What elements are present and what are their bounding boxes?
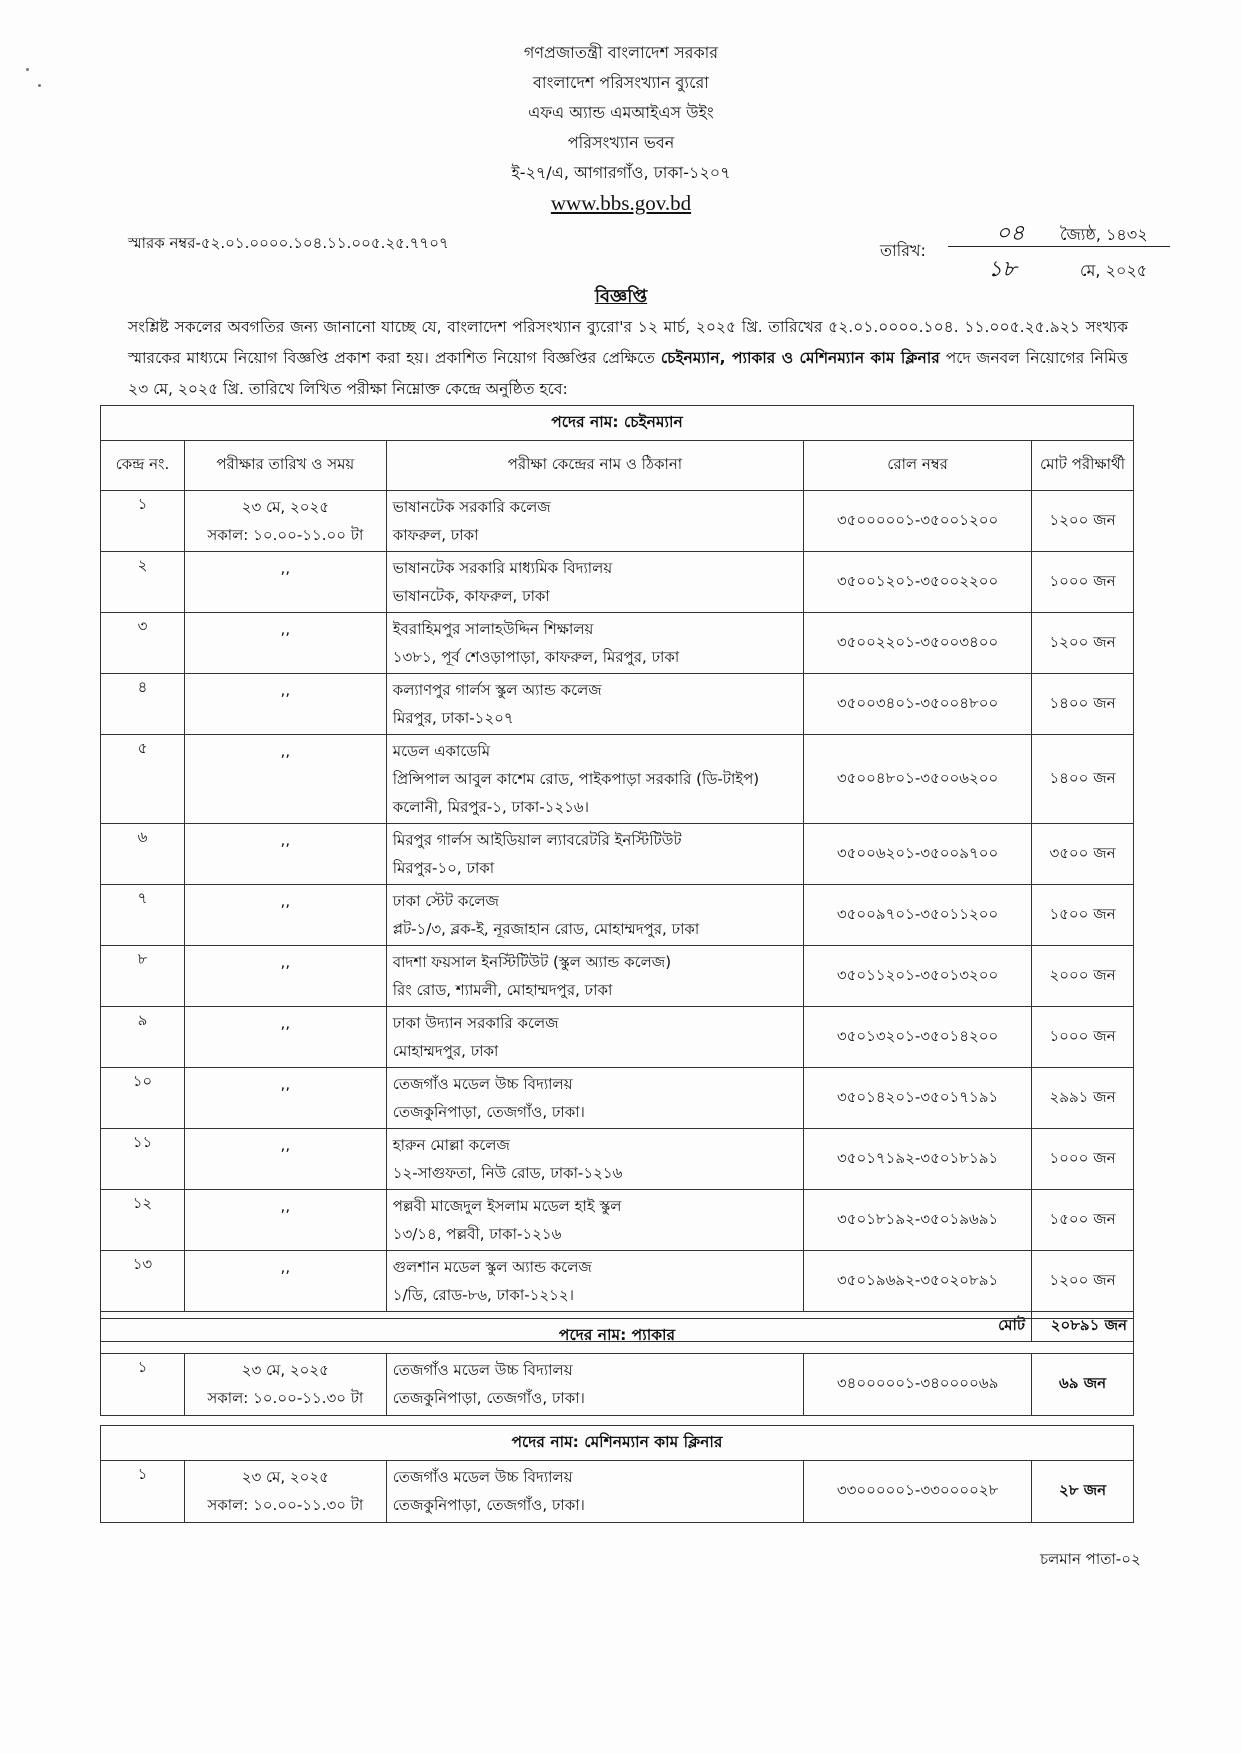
- center-no: ১০: [101, 1068, 185, 1129]
- center-name: তেজগাঁও মডেল উচ্চ বিদ্যালয়: [392, 1361, 573, 1379]
- center-name: ভাষানটেক সরকারি কলেজ: [392, 498, 551, 516]
- roll-range: ৩৪০০০০০১-৩৪০০০০৬৯: [804, 1354, 1032, 1416]
- table-row: [101, 1068, 1134, 1129]
- machineman-table: [100, 1425, 1134, 1523]
- roll-range: ৩৫০১৭১৯২-৩৫০১৮১৯১: [804, 1129, 1032, 1190]
- header-government: গণপ্রজাতন্ত্রী বাংলাদেশ সরকার: [523, 43, 719, 62]
- center-name: পল্লবী মাজেদুল ইসলাম মডেল হাই স্কুল: [392, 1197, 622, 1215]
- candidate-total: ১২০০ জন: [1032, 613, 1134, 674]
- table-row: [101, 552, 1134, 613]
- table-row: [101, 1129, 1134, 1190]
- exam-date: ২৩ মে, ২০২৫: [241, 498, 329, 516]
- header-exam-date: পরীক্ষার তারিখ ও সময়: [184, 441, 386, 491]
- center-name: গুলশান মডেল স্কুল অ্যান্ড কলেজ: [392, 1258, 592, 1276]
- roll-range: ৩৫০০৯৭০১-৩৫০১১২০০: [804, 885, 1032, 946]
- table-row: [101, 1461, 1134, 1523]
- chainman-total-label: মোট: [101, 1312, 1032, 1342]
- exam-date: ,,: [280, 953, 291, 971]
- exam-date: ,,: [280, 1014, 291, 1032]
- center-address: ১৩/১৪, পল্লবী, ঢাকা-১২১৬: [392, 1225, 562, 1243]
- center-address: তেজকুনিপাড়া, তেজগাঁও, ঢাকা।: [392, 1389, 585, 1407]
- center-address: তেজকুনিপাড়া, তেজগাঁও, ঢাকা।: [392, 1496, 585, 1514]
- machineman-post-title: পদের নাম: মেশিনম্যান কাম ক্লিনার: [101, 1426, 1134, 1461]
- center-name-address: [386, 885, 803, 946]
- scan-speck: [38, 84, 41, 87]
- candidate-total: ২৮ জন: [1032, 1461, 1134, 1523]
- roll-range: ৩৫০১১২০১-৩৫০১৩২০০: [804, 946, 1032, 1007]
- date-english-day: ১৮: [988, 257, 1017, 282]
- date-english-month: মে, ২০২৫: [1080, 261, 1148, 280]
- center-no: ২: [101, 552, 185, 613]
- exam-date: ,,: [280, 681, 291, 699]
- table-row: [101, 1190, 1134, 1251]
- center-address: তেজকুনিপাড়া, তেজগাঁও, ঢাকা।: [392, 1103, 585, 1121]
- center-address: ১২-সাগুফতা, নিউ রোড, ঢাকা-১২১৬: [392, 1164, 623, 1182]
- exam-datetime: [184, 613, 386, 674]
- roll-range: ৩৫০১৮১৯২-৩৫০১৯৬৯১: [804, 1190, 1032, 1251]
- candidate-total: ১৫০০ জন: [1032, 1190, 1134, 1251]
- roll-range: ৩৫০০৪৮০১-৩৫০০৬২০০: [804, 735, 1032, 824]
- candidate-total: ১৫০০ জন: [1032, 885, 1134, 946]
- header-bureau: বাংলাদেশ পরিসংখ্যান ব্যুরো: [533, 73, 709, 92]
- scan-speck: [26, 68, 29, 71]
- exam-datetime: [184, 1129, 386, 1190]
- center-no: ১২: [101, 1190, 185, 1251]
- center-no: ৭: [101, 885, 185, 946]
- center-name-address: [386, 735, 803, 824]
- continued-page-note: চলমান পাতা-০২: [1040, 1550, 1141, 1568]
- date-bangla: [948, 216, 1170, 247]
- exam-date: ,,: [280, 1258, 291, 1276]
- center-name-address: [386, 1190, 803, 1251]
- roll-range: ৩৫০১৩২০১-৩৫০১৪২০০: [804, 1007, 1032, 1068]
- roll-range: ৩৫০১৯৬৯২-৩৫০২০৮৯১: [804, 1251, 1032, 1312]
- candidate-total: ১০০০ জন: [1032, 1129, 1134, 1190]
- exam-datetime: [184, 552, 386, 613]
- center-name: মিরপুর গার্লস আইডিয়াল ল্যাবরেটরি ইনস্টিটিউট: [392, 831, 682, 849]
- center-name-address: [386, 491, 803, 552]
- roll-range: ৩৫০১৪২০১-৩৫০১৭১৯১: [804, 1068, 1032, 1129]
- center-address: মোহাম্মদপুর, ঢাকা: [392, 1042, 499, 1060]
- table-row: [101, 946, 1134, 1007]
- exam-time: সকাল: ১০.০০-১১.৩০ টা: [207, 1496, 364, 1514]
- candidate-total: ১৪০০ জন: [1032, 735, 1134, 824]
- center-address: ভাষানটেক, কাফরুল, ঢাকা: [392, 587, 550, 605]
- date-english: [948, 252, 1170, 282]
- header-roll: রোল নম্বর: [804, 441, 1032, 491]
- exam-date: ২৩ মে, ২০২৫: [241, 1361, 329, 1379]
- exam-date: ,,: [280, 892, 291, 910]
- center-address: প্রিন্সিপাল আবুল কাশেম রোড, পাইকপাড়া সরকারি (ডি-টাইপ) কলোনী, মিরপুর-১, ঢাকা-১২১৬।: [392, 770, 760, 816]
- table-row: [101, 824, 1134, 885]
- notice-posts: চেইনম্যান, প্যাকার ও মেশিনম্যান কাম ক্লিনার: [660, 349, 940, 367]
- notice-body: [128, 312, 1128, 405]
- center-address: মিরপুর-১০, ঢাকা: [392, 859, 495, 877]
- exam-date: ,,: [280, 620, 291, 638]
- center-no: ৬: [101, 824, 185, 885]
- center-name-address: [386, 1129, 803, 1190]
- center-name-address: [386, 613, 803, 674]
- center-name-address: [386, 674, 803, 735]
- header-building: পরিসংখ্যান ভবন: [567, 133, 675, 152]
- center-name-address: [386, 1068, 803, 1129]
- center-name: কল্যাণপুর গার্লস স্কুল অ্যান্ড কলেজ: [392, 681, 602, 699]
- center-name: তেজগাঁও মডেল উচ্চ বিদ্যালয়: [392, 1075, 573, 1093]
- table-row: [101, 1007, 1134, 1068]
- table-row: [101, 1251, 1134, 1312]
- exam-date: ,,: [280, 831, 291, 849]
- notice-title: বিজ্ঞপ্তি: [594, 286, 648, 307]
- table-row: [101, 674, 1134, 735]
- roll-range: ৩৫০০৩৪০১-৩৫০০৪৮০০: [804, 674, 1032, 735]
- center-name-address: [386, 1251, 803, 1312]
- exam-datetime: [184, 1251, 386, 1312]
- roll-range: ৩৫০০২২০১-৩৫০০৩৪০০: [804, 613, 1032, 674]
- exam-datetime: [184, 824, 386, 885]
- candidate-total: ১২০০ জন: [1032, 491, 1134, 552]
- table-row: [101, 613, 1134, 674]
- roll-range: ৩৫০০০০০১-৩৫০০১২০০: [804, 491, 1032, 552]
- center-name-address: [386, 1354, 803, 1416]
- exam-datetime: [184, 1354, 386, 1416]
- date-label: তারিখ:: [880, 241, 926, 260]
- header-address: ই-২৭/এ, আগারগাঁও, ঢাকা-১২০৭: [511, 163, 731, 182]
- center-no: ১: [101, 1461, 185, 1523]
- center-no: ৫: [101, 735, 185, 824]
- roll-range: ৩৩০০০০০১-৩৩০০০০২৮: [804, 1461, 1032, 1523]
- header-center-name: পরীক্ষা কেন্দ্রের নাম ও ঠিকানা: [386, 441, 803, 491]
- exam-datetime: [184, 674, 386, 735]
- notice-text-part1: সংশ্লিষ্ট সকলের অবগতির জন্য জানানো যাচ্ছে যে, বাংলাদেশ পরিসংখ্যান ব্যুরো'র ১২ মার্চ, ২০২৫ খ্রি. তারিখের ৫২.০১.০০০০.১০৪. ১১.০০৫.২৫.৯২১ সংখ্যক স্মারকের মাধ্যমে নিয়োগ বিজ্ঞপ্তি প্রকাশ করা হয়। প্রকাশিত নিয়োগ বিজ্ঞপ্তির প্রেক্ষিতে: [128, 318, 1128, 367]
- center-name-address: [386, 946, 803, 1007]
- roll-range: ৩৫০০৬২০১-৩৫০০৯৭০০: [804, 824, 1032, 885]
- roll-range: ৩৫০০১২০১-৩৫০০২২০০: [804, 552, 1032, 613]
- center-no: ১৩: [101, 1251, 185, 1312]
- center-name: ইবরাহিমপুর সালাহউদ্দিন শিক্ষালয়: [392, 620, 594, 638]
- exam-date: ২৩ মে, ২০২৫: [241, 1468, 329, 1486]
- center-no: ৯: [101, 1007, 185, 1068]
- exam-date: ,,: [280, 742, 291, 760]
- center-name: বাদশা ফয়সাল ইনস্টিটিউট (স্কুল অ্যান্ড কলেজ): [392, 953, 672, 971]
- exam-time: সকাল: ১০.০০-১১.০০ টা: [207, 526, 364, 544]
- header-website-link[interactable]: www.bbs.gov.bd: [550, 191, 692, 215]
- exam-date: ,,: [280, 559, 291, 577]
- center-address: রিং রোড, শ্যামলী, মোহাম্মদপুর, ঢাকা: [392, 981, 613, 999]
- memo-number: স্মারক নম্বর-৫২.০১.০০০০.১০৪.১১.০০৫.২৫.৭৭০৭: [128, 234, 449, 252]
- center-address: কাফরুল, ঢাকা: [392, 526, 479, 544]
- exam-datetime: [184, 735, 386, 824]
- header-wing: এফএ অ্যান্ড এমআইএস উইং: [528, 103, 714, 122]
- header-total: মোট পরীক্ষার্থী: [1032, 441, 1134, 491]
- center-name-address: [386, 1007, 803, 1068]
- center-name: তেজগাঁও মডেল উচ্চ বিদ্যালয়: [392, 1468, 573, 1486]
- center-name: হারুন মোল্লা কলেজ: [392, 1136, 510, 1154]
- date-bangla-day: ০৪: [996, 221, 1025, 246]
- chainman-total-value: ২০৮৯১ জন: [1032, 1312, 1134, 1342]
- exam-datetime: [184, 1007, 386, 1068]
- center-name-address: [386, 824, 803, 885]
- header-center-no: কেন্দ্র নং.: [101, 441, 185, 491]
- center-name-address: [386, 1461, 803, 1523]
- candidate-total: ২৯৯১ জন: [1032, 1068, 1134, 1129]
- center-name: ঢাকা স্টেট কলেজ: [392, 892, 499, 910]
- office-header: [0, 38, 1242, 218]
- exam-datetime: [184, 1190, 386, 1251]
- candidate-total: ১০০০ জন: [1032, 1007, 1134, 1068]
- center-no: ৩: [101, 613, 185, 674]
- candidate-total: ৩৫০০ জন: [1032, 824, 1134, 885]
- exam-time: সকাল: ১০.০০-১১.৩০ টা: [207, 1389, 364, 1407]
- center-name: ভাষানটেক সরকারি মাধ্যমিক বিদ্যালয়: [392, 559, 613, 577]
- exam-datetime: [184, 1461, 386, 1523]
- exam-datetime: [184, 885, 386, 946]
- exam-date: ,,: [280, 1197, 291, 1215]
- exam-date: ,,: [280, 1075, 291, 1093]
- table-row: [101, 735, 1134, 824]
- center-address: ১/ডি, রোড-৮৬, ঢাকা-১২১২।: [392, 1286, 574, 1304]
- center-name: মডেল একাডেমি: [392, 742, 491, 760]
- candidate-total: ১০০০ জন: [1032, 552, 1134, 613]
- table-row: [101, 1354, 1134, 1416]
- chainman-post-title: পদের নাম: চেইনম্যান: [101, 406, 1134, 441]
- center-address: ১৩৮১, পূর্ব শেওড়াপাড়া, কাফরুল, মিরপুর, ঢাকা: [392, 648, 680, 666]
- center-address: প্লট-১/৩, ব্লক-ই, নূরজাহান রোড, মোহাম্মদপুর, ঢাকা: [392, 920, 700, 938]
- center-no: ১১: [101, 1129, 185, 1190]
- center-name: ঢাকা উদ্যান সরকারি কলেজ: [392, 1014, 559, 1032]
- center-address: মিরপুর, ঢাকা-১২০৭: [392, 709, 514, 727]
- exam-datetime: [184, 491, 386, 552]
- notice-text-part2: পদে জনবল নিয়োগের নিমিত্ত ২৩ মে, ২০২৫ খ্রি. তারিখে লিখিত পরীক্ষা নিম্নোক্ত কেন্দ্রে অনুষ্ঠিত হবে:: [128, 349, 1128, 398]
- center-no: ১: [101, 491, 185, 552]
- candidate-total: ১৪০০ জন: [1032, 674, 1134, 735]
- date-bangla-month: জ্যৈষ্ঠ, ১৪৩২: [1060, 225, 1148, 244]
- chainman-table: [100, 405, 1134, 1342]
- candidate-total: ৬৯ জন: [1032, 1354, 1134, 1416]
- center-no: ১: [101, 1354, 185, 1416]
- candidate-total: ২০০০ জন: [1032, 946, 1134, 1007]
- center-name-address: [386, 552, 803, 613]
- candidate-total: ১২০০ জন: [1032, 1251, 1134, 1312]
- table-row: [101, 491, 1134, 552]
- exam-datetime: [184, 946, 386, 1007]
- packer-post-title: পদের নাম: প্যাকার: [101, 1319, 1134, 1354]
- center-no: ৮: [101, 946, 185, 1007]
- packer-table: [100, 1318, 1134, 1416]
- center-no: ৪: [101, 674, 185, 735]
- exam-datetime: [184, 1068, 386, 1129]
- table-row: [101, 885, 1134, 946]
- exam-date: ,,: [280, 1136, 291, 1154]
